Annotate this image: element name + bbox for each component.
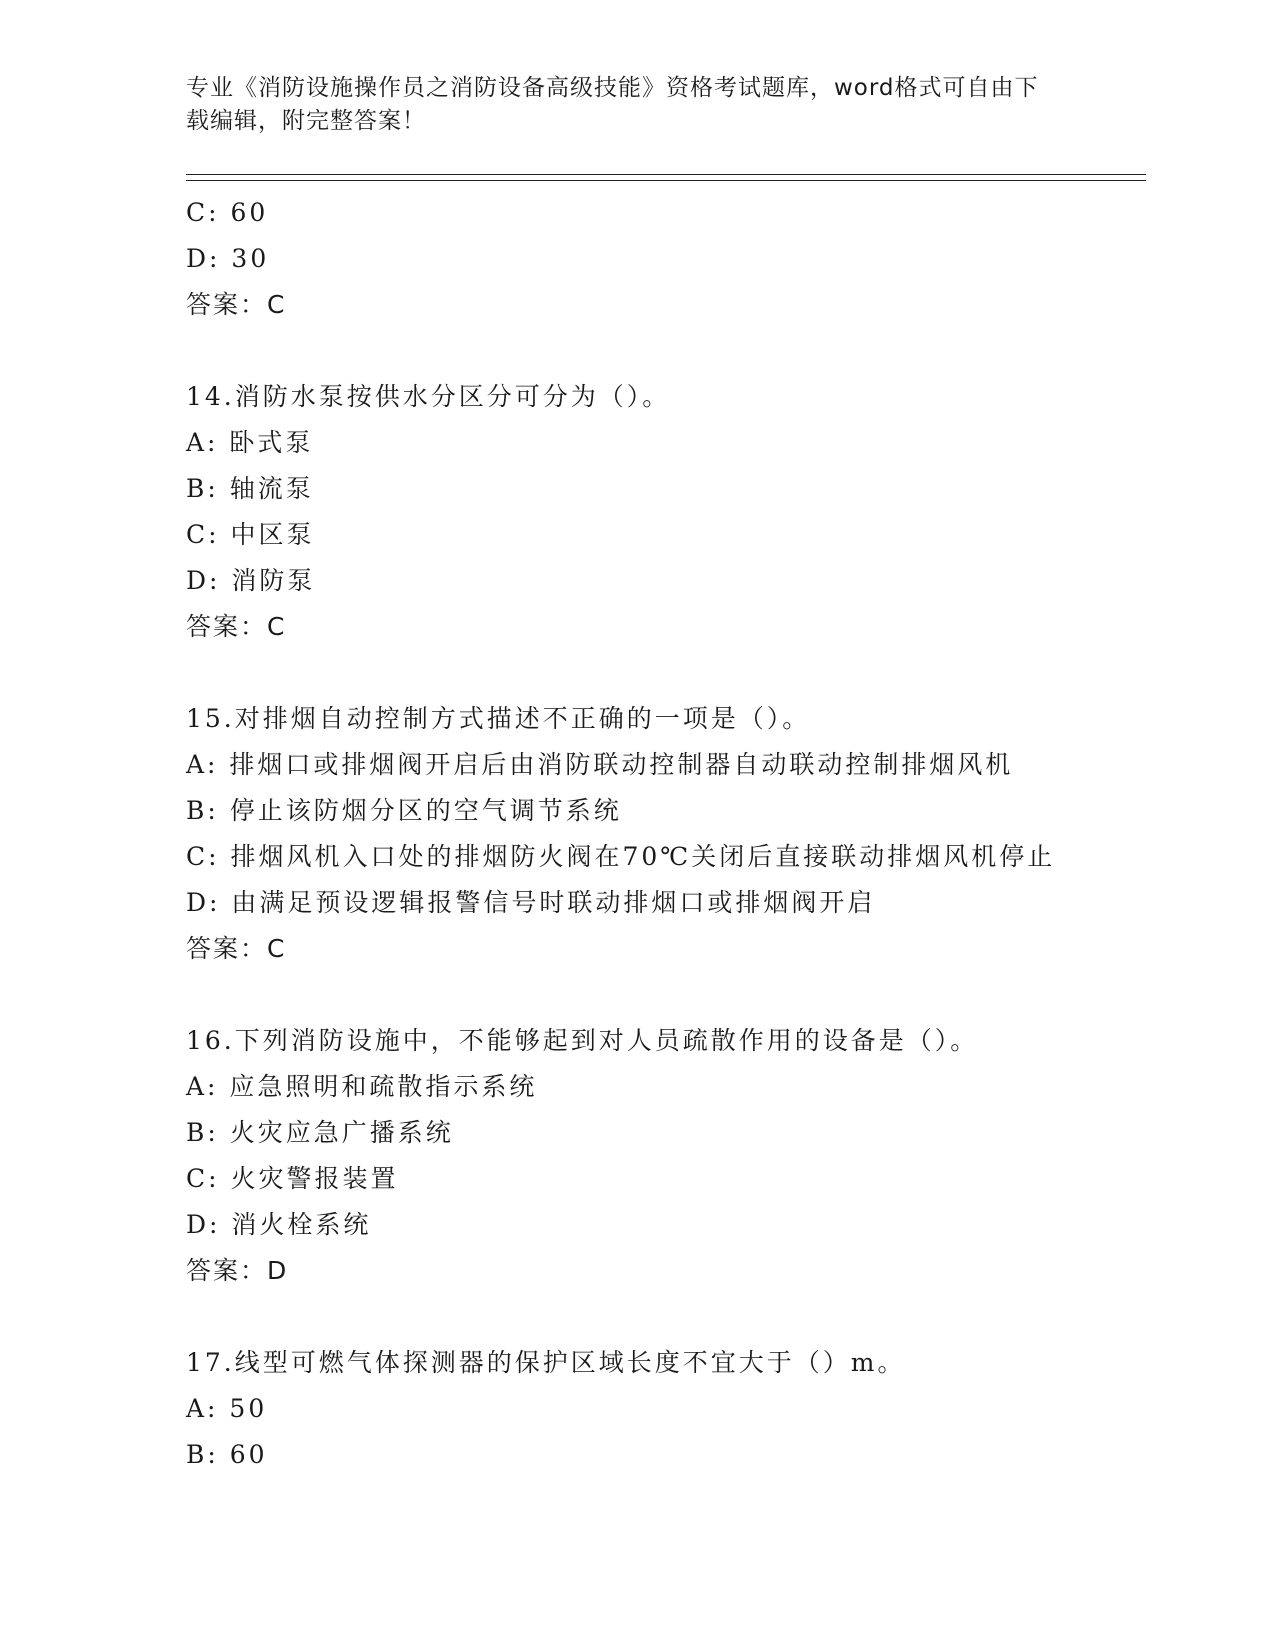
header-rule-bottom: [186, 180, 1146, 181]
option-b: B: 火灾应急广播系统: [186, 1118, 454, 1147]
question-list: [186, 190, 1146, 1478]
option-d: D: 由满足预设逻辑报警信号时联动排烟口或排烟阀开启: [186, 888, 876, 917]
answer-line: 答案：C: [186, 934, 287, 963]
question-16: [186, 1018, 1146, 1294]
header-rule-top: [186, 174, 1146, 175]
spacer: [186, 1294, 1146, 1340]
option-b: B: 轴流泵: [186, 474, 314, 503]
option-a: A: 应急照明和疏散指示系统: [186, 1072, 538, 1101]
spacer: [186, 328, 1146, 374]
option-a: A: 50: [186, 1394, 268, 1423]
question-text: 15.对排烟自动控制方式描述不正确的一项是（）。: [186, 704, 811, 733]
question-17: [186, 1340, 1146, 1478]
option-c: C: 排烟风机入口处的排烟防火阀在70℃关闭后直接联动排烟风机停止: [186, 842, 1056, 871]
question-text: 17.线型可燃气体探测器的保护区域长度不宜大于（）m。: [186, 1348, 906, 1377]
option-c: C: 火灾警报装置: [186, 1164, 399, 1193]
option-d: D: 消防泵: [186, 566, 316, 595]
spacer: [186, 650, 1146, 696]
question-14: [186, 374, 1146, 650]
option-c: C: 中区泵: [186, 520, 315, 549]
option-d: D: 消火栓系统: [186, 1210, 372, 1239]
header-line-1: 专业《消防设施操作员之消防设备高级技能》资格考试题库，word格式可自由下: [186, 75, 1039, 101]
option-a: A: 排烟口或排烟阀开启后由消防联动控制器自动联动控制排烟风机: [186, 750, 1014, 779]
option-a: A: 卧式泵: [186, 428, 314, 457]
question-13-tail: [186, 190, 1146, 328]
option-d: D: 30: [186, 244, 270, 273]
question-text: 16.下列消防设施中，不能够起到对人员疏散作用的设备是（）。: [186, 1026, 979, 1055]
spacer: [186, 972, 1146, 1018]
question-text: 14.消防水泵按供水分区分可分为（）。: [186, 382, 671, 411]
answer-line: 答案：C: [186, 290, 287, 319]
document-header: [186, 72, 1086, 138]
answer-line: 答案：D: [186, 1256, 289, 1285]
question-15: [186, 696, 1146, 972]
header-line-2: 载编辑，附完整答案！: [186, 108, 426, 134]
answer-line: 答案：C: [186, 612, 287, 641]
option-b: B: 60: [186, 1440, 268, 1469]
option-b: B: 停止该防烟分区的空气调节系统: [186, 796, 622, 825]
option-c: C: 60: [186, 198, 269, 227]
